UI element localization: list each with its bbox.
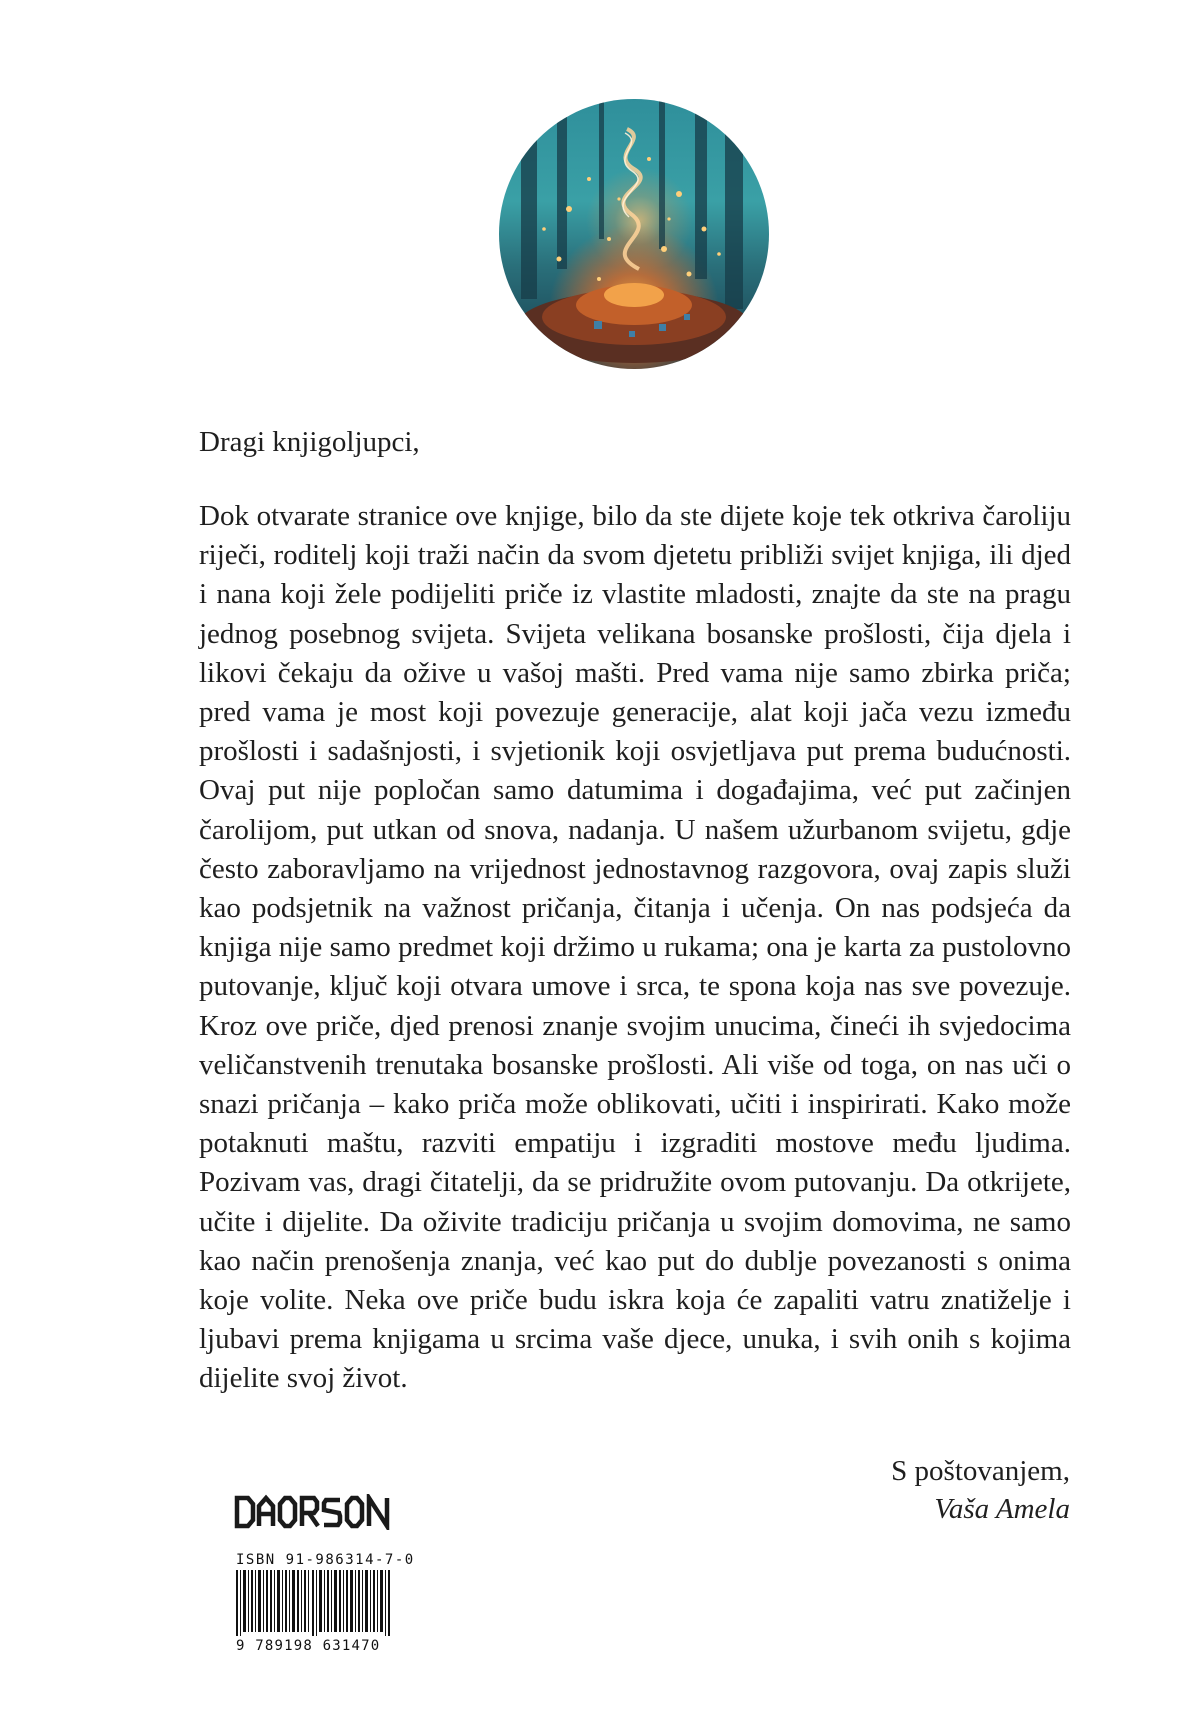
cover-illustration xyxy=(499,99,769,369)
daorson-publisher-logo xyxy=(234,1494,392,1530)
letter-body: Dok otvarate stranice ove knjige, bilo da ste dijete koje tek otkriva čaroliju riječi, roditelj koji traži način da svom djetetu približi svijet knjiga, ili djed i nana koji žele podijeliti priče iz vlastite mladosti, znajte da ste na pragu jednog posebnog svijeta. Svijeta velikana bosanske prošlosti, čija djela i likovi čekaju da ožive u vašoj mašti. Pred vama nije samo zbirka priča; pred vama je most koji povezuje generacije, alat koji jača vezu između prošlosti i sadašnjosti, i svjetionik koji osvjetljava put prema budućnosti. Ovaj put nije popločan samo datumima i događajima, već put začinjen čarolijom, put utkan od snova, nadanja. U našem užurbanom svijetu, gdje često zaboravljamo na vrijednost jednostavnog razgovora, ovaj zapis služi kao podsjetnik na važnost pričanja, čitanja i učenja. On nas podsjeća da knjiga nije samo predmet koji držimo u rukama; ona je karta za pustolovno putovanje, ključ koji otvara umove i srca, te spona koja nas sve povezuje. Kroz ove priče, djed prenosi znanje svojim unucima, čineći ih svjedocima veličanstvenih trenutaka bosanske prošlosti. Ali više od toga, on nas uči o snazi pričanja – kako priča može oblikovati, učiti i inspirirati. Kako može potaknuti maštu, razviti empatiju i izgraditi mostove među ljudima. Pozivam vas, dragi čitatelji, da se pridružite ovom putovanju. Da otkrijete, učite i dijelite. Da oživite tradiciju pričanja u svojim domovima, ne samo kao način prenošenja znanja, već kao put do dublje povezanosti s onima koje volite. Neka ove priče budu iskra koja će zapaliti vatru znatiželje i ljubavi prema knjigama u srcima vaše djece, unuka, i svih onih s kojima dijelite svoj život. xyxy=(199,500,1071,1395)
closing-signature: Vaša Amela xyxy=(934,1493,1070,1525)
isbn-barcode xyxy=(236,1570,392,1636)
letter-greeting: Dragi knjigoljupci, xyxy=(199,426,420,458)
closing-salutation: S poštovanjem, xyxy=(891,1455,1070,1487)
isbn-label: ISBN 91-986314-7-0 xyxy=(236,1552,415,1568)
forest-fire-illustration xyxy=(499,99,769,369)
isbn-barcode-digits: 9 789198 631470 xyxy=(236,1638,381,1654)
letter-closing xyxy=(891,1452,1070,1528)
